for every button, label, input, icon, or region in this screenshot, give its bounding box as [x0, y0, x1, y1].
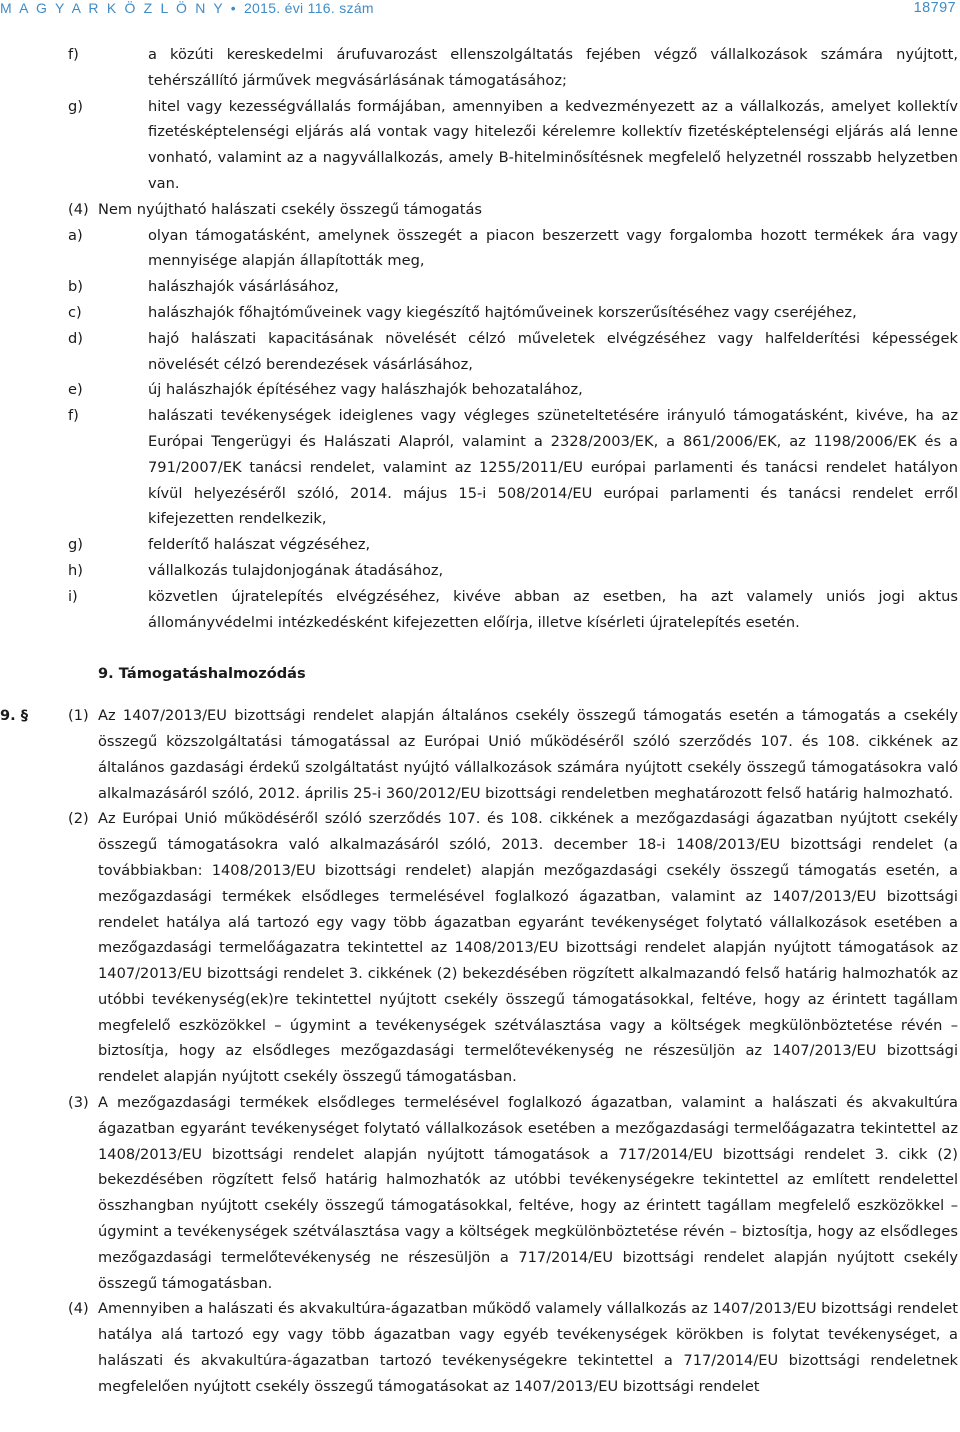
list-label: f) [68, 46, 79, 63]
list-item [0, 532, 958, 558]
list-item [0, 274, 958, 300]
list-text: halászhajók vásárlásához, [148, 278, 339, 296]
paragraph-label: (4) [68, 1300, 89, 1318]
page-header [0, 0, 960, 22]
list-label: d) [68, 329, 83, 347]
paragraph-text: Az Európai Unió működéséről szóló szerződés 107. és 108. cikkének a mezőgazdasági ágazatban nyújtott csekély összegű támogatásokra való alkalmazásáról szóló, 2013. december 18-i 1408/2013/EU bizottsági rendelet (a továbbiakban: 1408/2013/EU bizottsági rendelet) alapján mezőgazdasági csekély összegű támogatás esetén, a mezőgazdasági termékek elsődleges termelésével foglalkozó ágazatban, valamint az 1407/2013/EU bizottsági rendelet hatálya alá tartozó egy vagy több ágazatban egyaránt tevékenységet folytató vállalkozások esetében a mezőgazdasági termelőágazatra tekintettel az 1408/2013/EU bizottsági rendelet alapján nyújtott támogatások az 1407/2013/EU bizottsági rendelet 3. cikkének (2) bekezdésében rögzített alkalmazandó felső határig halmozhatók az utóbbi tevékenység(ek)re tekintettel nyújtott csekély összegű támogatásokkal, feltéve, hogy az érintett tagállam megfelelő eszközökkel – úgymint a tevékenységek szétválasztása vagy a költségek megkülönböztetése révén – biztosítja, hogy az elsődleges mezőgazdasági termelőtevékenység ne részesüljön az 1407/2013/EU bizottsági rendelet alapján nyújtott csekély összegű támogatásban. [98, 810, 958, 1086]
list-text: olyan támogatásként, amelynek összegét a piacon beszerzett vagy forgalomba hozott termékek ára vagy mennyisége alapján állapították meg, [148, 226, 958, 270]
section-paragraph [0, 1090, 958, 1296]
list-label: g) [68, 97, 83, 115]
list-text: közvetlen újratelepítés elvégzéséhez, kivéve abban az esetben, ha azt valamely uniós jogi aktus állományvédelmi intézkedésként kifejezetten előírja, illetve kísérleti újratelepítés esetén. [148, 587, 958, 631]
list-label: c) [68, 303, 82, 321]
paragraph-text: Amennyiben a halászati és akvakultúra-ágazatban működő valamely vállalkozás az 1407/2013/EU bizottsági rendelet hatálya alá tartozó egy vagy több ágazatban vagy egyéb tevékenységek körökben is folytat tevékenységet, a halászati és akvakultúra-ágazatban tartozó tevékenységekre tekintettel a 717/2014/EU bizottsági rendeletnek megfelelően nyújtott csekély összegű támogatásokat az 1407/2013/EU bizottsági rendelet [98, 1300, 958, 1395]
issue-number: 2015. évi 116. szám [243, 0, 374, 16]
list-item [0, 42, 958, 94]
running-head [0, 0, 374, 16]
list-item [0, 377, 958, 403]
list-text: halászati tevékenységek ideiglenes vagy végleges szüneteltetésére irányuló támogatásként, kivéve, ha az Európai Tengerügyi és Halászati Alapról, valamint a 2328/2003/EK, a 861/2006/EK, az 1198/2006/EK és a 791/2007/EK tanácsi rendelet, valamint az 1255/2011/EU európai parlamenti és tanácsi rendelet hatályon kívül helyezéséről szóló, 2014. május 15-i 508/2014/EU európai parlamenti és tanácsi rendelet erről kifejezetten rendelkezik, [148, 407, 958, 528]
paragraph-text: A mezőgazdasági termékek elsődleges termelésével foglalkozó ágazatban, valamint a halászati és akvakultúra ágazatban egyaránt tevékenységet folytató vállalkozások esetében a mezőgazdasági termelőágazatra tekintettel az 1408/2013/EU bizottsági rendelet alapján nyújtott támogatások a 717/2014/EU bizottsági rendelet 3. cikk (2) bekezdésében rögzített felső határig halmozhatók az utóbbi tevékenységekre tekintettel az említett rendelettel összhangban nyújtott csekély összegű támogatásokkal, feltéve, hogy az érintett tagállam megfelelő eszközökkel – úgymint a tevékenységek szétválasztása vagy a költségek megkülönböztetése révén – biztosítja, hogy az elsődleges mezőgazdasági termelőtevékenység ne részesüljön a 717/2014/EU bizottsági rendelet alapján nyújtott csekély összegű támogatásban. [98, 1094, 958, 1292]
list-text: vállalkozás tulajdonjogának átadásához, [148, 561, 444, 579]
list-item [0, 94, 958, 197]
header-bullet: • [230, 0, 238, 16]
journal-title: M A G Y A R K Ö Z L Ö N Y [0, 0, 225, 16]
paragraph-text: Az 1407/2013/EU bizottsági rendelet alapján általános csekély összegű támogatás esetén a támogatás a csekély összegű közszolgáltatási támogatással az Európai Unió működéséről szóló szerződés 107. és 108. cikkének az általános gazdasági érdekű szolgáltatást nyújtó vállalkozások számára nyújtott csekély összegű támogatásokra való alkalmazásáról szóló, 2012. április 25-i 360/2012/EU bizottsági rendeletben meghatározott felső határig halmozható. [98, 707, 958, 802]
list-text: felderítő halászat végzéséhez, [148, 536, 371, 554]
section-paragraph [0, 1296, 958, 1399]
page-number: 18797 [913, 0, 956, 16]
list-label: i) [68, 587, 78, 605]
section-paragraph [0, 806, 958, 1090]
list-item [0, 326, 958, 378]
list-text: hajó halászati kapacitásának növelését célzó műveletek elvégzéséhez vagy halfelderítési képességek növelését célzó berendezések vásárlásához, [148, 329, 958, 373]
list-label: e) [68, 381, 83, 399]
list-label: f) [68, 407, 79, 425]
list-item [0, 223, 958, 275]
list-label: a) [68, 226, 83, 244]
document-body [0, 42, 958, 1400]
list-text: hitel vagy kezességvállalás formájában, amennyiben a kedvezményezett az a vállalkozás, amelyet kollektív fizetésképtelenségi eljárás alá vontak vagy hitelezői kérelemre kollektív fizetésképtelenségi eljárás alá lenne vonható, valamint az a nagyvállalkozás, amely B-hitelminősítésnek megfelelő helyzetnél rosszabb helyzetben van. [148, 97, 958, 192]
paragraph-label: (3) [68, 1094, 89, 1112]
paragraph-label: (4) [68, 200, 89, 218]
paragraph-label: (1) [68, 707, 89, 725]
section-number: 9. § [0, 707, 29, 725]
list-label: b) [68, 278, 83, 296]
paragraph-4 [0, 197, 958, 223]
list-text: új halászhajók építéséhez vagy halászhajók behozatalához, [148, 381, 583, 399]
list-label: h) [68, 561, 83, 579]
list-item [0, 300, 958, 326]
list-item [0, 558, 958, 584]
section-heading: 9. Támogatáshalmozódás [98, 665, 306, 683]
list-text: a közúti kereskedelmi árufuvarozást ellenszolgáltatás fejében végző vállalkozások számára nyújtott, tehérszállító járművek megvásárlásának támogatásához; [148, 46, 958, 89]
paragraph-label: (2) [68, 810, 89, 828]
list-text: halászhajók főhajtóműveinek vagy kiegészítő hajtóműveinek korszerűsítéséhez vagy cseréjéhez, [148, 303, 857, 321]
section-paragraph [0, 703, 958, 806]
list-item [0, 403, 958, 532]
paragraph-text: Nem nyújtható halászati csekély összegű támogatás [98, 200, 483, 218]
list-item [0, 584, 958, 636]
list-label: g) [68, 536, 83, 554]
